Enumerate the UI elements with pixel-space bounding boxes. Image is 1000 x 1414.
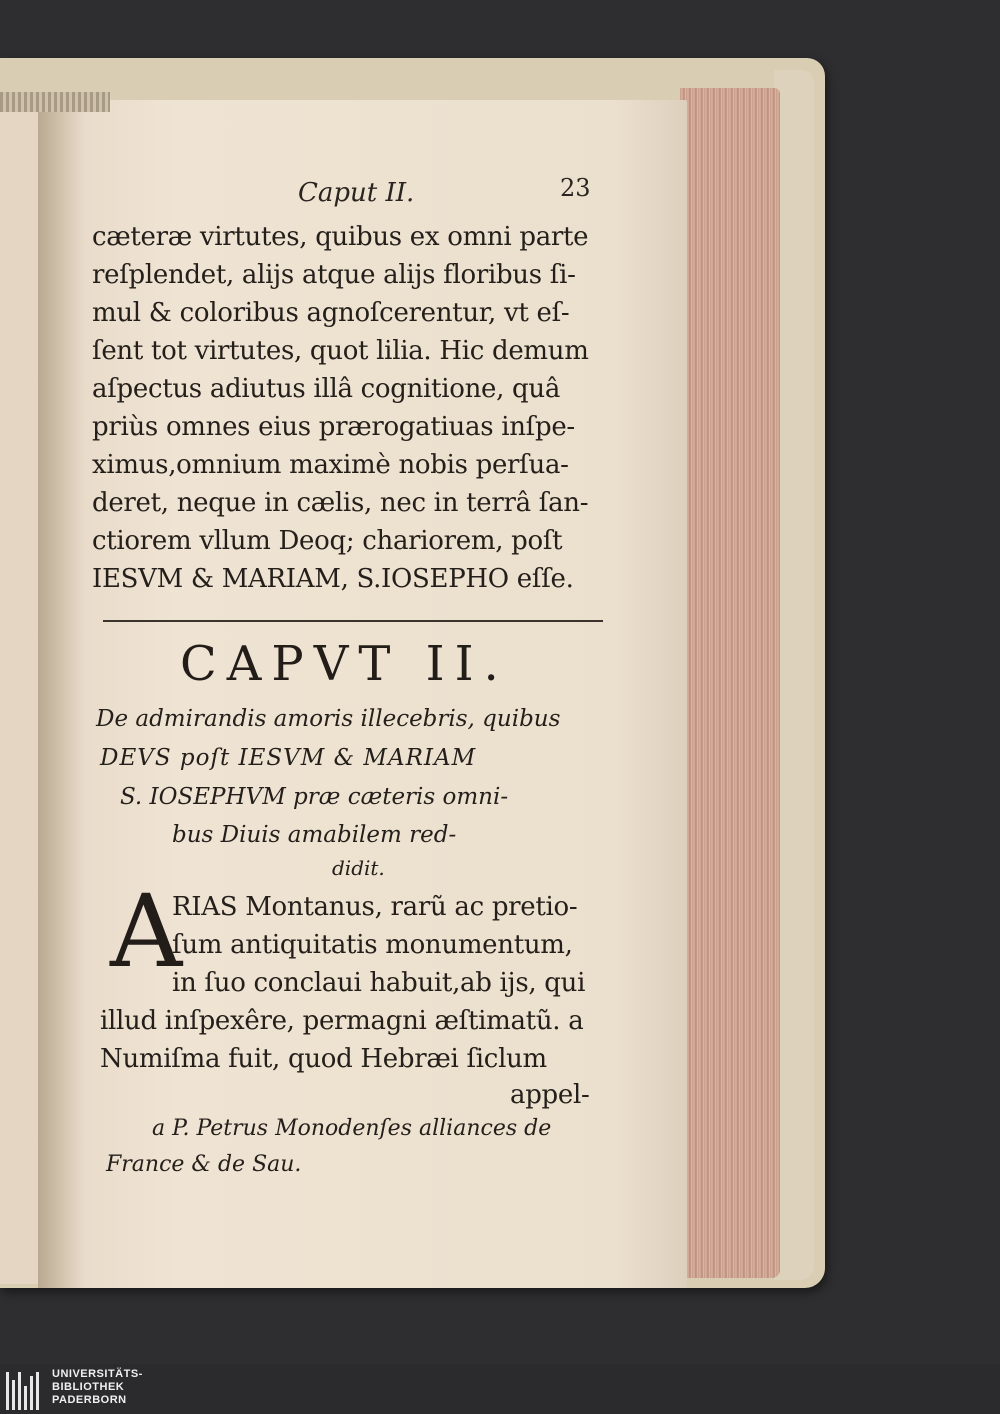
headband [0, 92, 110, 112]
library-footer [0, 1364, 1000, 1414]
paragraph-line: illud inſpexêre, permagni æſtimatũ. a [100, 1006, 584, 1036]
body-line: ſent tot virtutes, quot lilia. Hic demum [92, 336, 589, 366]
body-line: priùs omnes eius prærogatiuas inſpe- [92, 412, 575, 442]
library-logo-icon [6, 1368, 46, 1410]
footnote-line: a P. Petrus Monodenſes alliances de [152, 1116, 552, 1141]
body-line: aſpectus adiutus illâ cognitione, quâ [92, 374, 561, 404]
chapter-subtitle-line: De admirandis amoris illecebris, quibus [96, 706, 561, 732]
paragraph-line: RIAS Montanus, rarũ ac pretio- [172, 892, 578, 922]
drop-cap: A [110, 873, 183, 990]
library-name-line: BIBLIOTHEK [52, 1381, 125, 1393]
chapter-subtitle-line: S. IOSEPHVM præ cæteris omni- [120, 784, 509, 810]
footnote-line: France & de Sau. [106, 1152, 302, 1177]
page-fore-edge [680, 88, 780, 1278]
catchword: appel- [510, 1080, 590, 1110]
body-line: mul & coloribus agnoſcerentur, vt eſ- [92, 298, 570, 328]
library-name-line: UNIVERSITÄTS- [52, 1368, 143, 1380]
body-line: cæteræ virtutes, quibus ex omni parte [92, 222, 589, 252]
body-line: ctiorem vllum Deoq; chariorem, poſt [92, 526, 563, 556]
book-gutter [38, 100, 68, 1288]
paragraph-line: ſum antiquitatis monumentum, [172, 930, 573, 960]
section-rule [103, 620, 603, 622]
chapter-subtitle-line: bus Diuis amabilem red- [172, 822, 457, 848]
chapter-subtitle-line: didit. [332, 856, 385, 880]
chapter-title: CAPVT II. [180, 636, 509, 692]
paragraph-line: Numiſma fuit, quod Hebræi ſiclum [100, 1044, 547, 1074]
paragraph-line: in ſuo conclaui habuit,ab ijs, qui [172, 968, 586, 998]
chapter-subtitle-line: DEVS poſt IESVM & MARIAM [100, 745, 477, 771]
body-line: reſplendet, alijs atque alijs floribus ſi- [92, 260, 576, 290]
body-line: IESVM & MARIAM, S.IOSEPHO eſſe. [92, 564, 574, 594]
running-head: Caput II. [298, 178, 415, 208]
page-number: 23 [560, 174, 591, 202]
cover-edge [774, 70, 814, 1280]
body-line: ximus,omnium maximè nobis perſua- [92, 450, 569, 480]
body-line: deret, neque in cælis, nec in terrâ ſan- [92, 488, 589, 518]
library-name-line: PADERBORN [52, 1394, 127, 1406]
